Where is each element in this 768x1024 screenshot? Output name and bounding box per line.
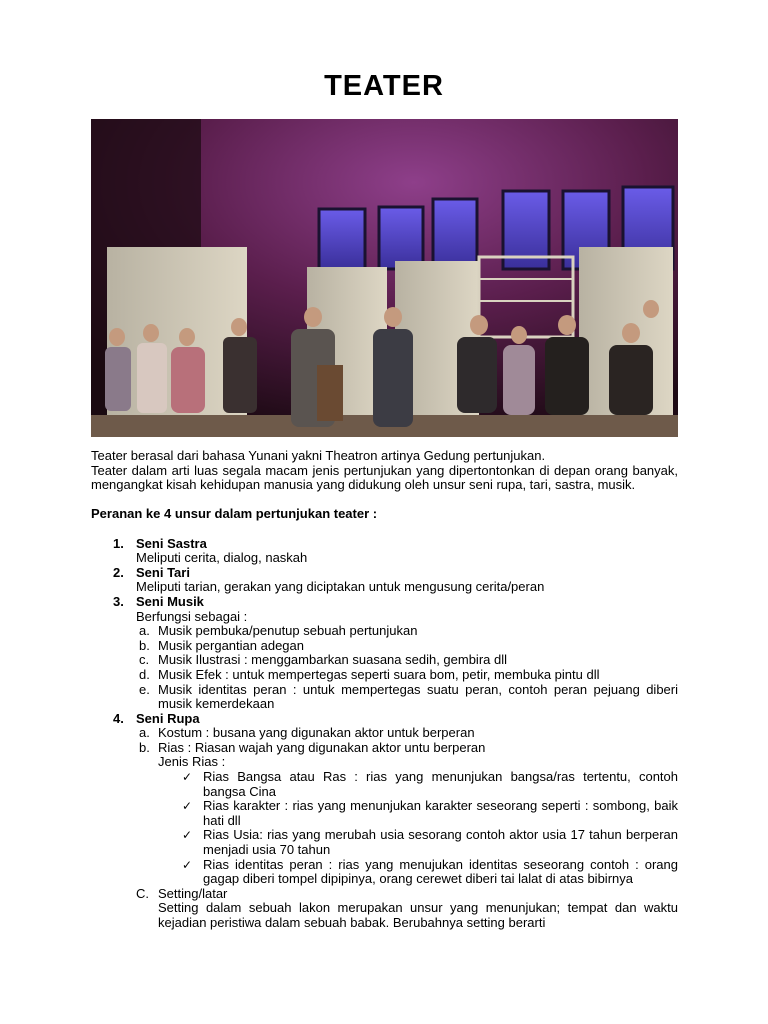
intro-line: Teater berasal dari bahasa Yunani yakni Theatron artinya Gedung pertunjukan.	[91, 448, 546, 463]
list-item-title: Seni Sastra	[136, 535, 207, 551]
page-title: TEATER	[324, 70, 444, 102]
list-item	[91, 566, 678, 581]
list-item-desc: Berfungsi sebagai :	[136, 608, 248, 624]
section-heading: Peranan ke 4 unsur dalam pertunjukan teater :	[91, 506, 378, 522]
check-icon: ✓	[182, 857, 193, 872]
rias-item: ✓ Rias Usia: rias yang merubah usia sesorang contoh aktor usia 17 tahun berperan menjadi usia 70 tahun	[182, 827, 678, 858]
musik-item: b. Musik pergantian adegan	[139, 637, 304, 653]
list-item-title: Seni Rupa	[136, 710, 200, 726]
musik-item: d. Musik Efek : untuk mempertegas seperti suara bom, petir, membuka pintu dll	[139, 666, 600, 682]
setting-item: C. Setting/latar	[136, 885, 228, 901]
rupa-item: a. Kostum : busana yang digunakan aktor untuk berperan	[139, 725, 475, 741]
list-item-title: Seni Tari	[136, 564, 190, 580]
check-icon: ✓	[182, 770, 193, 785]
list-number: 1.	[113, 535, 124, 551]
rias-item: ✓ Rias Bangsa atau Ras : rias yang menunjukan bangsa/ras tertentu, contoh bangsa Cina	[182, 769, 678, 799]
list-number: 4.	[113, 710, 124, 726]
document-body	[91, 449, 678, 931]
list-item	[91, 595, 678, 610]
check-icon: ✓	[182, 799, 193, 814]
rias-item: ✓ Rias identitas peran : rias yang menujukan identitas seseorang contoh : orang gagap diberi tompel dipipinya, orang cerewet diberi tai lalat di atas bibirnya	[182, 856, 678, 887]
list-number: 3.	[113, 593, 124, 609]
rias-item: ✓ Rias karakter : rias yang menunjukan karakter seseorang seperti : sombong, baik hati dll	[182, 798, 678, 828]
list-item-title: Seni Musik	[136, 593, 204, 609]
rupa-item: b. Rias : Riasan wajah yang digunakan aktor untu berperan	[139, 739, 486, 755]
list-item-desc: Meliputi tarian, gerakan yang diciptakan untuk mengusung cerita/peran	[136, 579, 545, 595]
setting-text: Setting dalam sebuah lakon merupakan unsur yang menunjukan; tempat dan waktu kejadian peristiwa dalam sebuah babak. Berubahnya setting berarti	[158, 900, 678, 930]
musik-item: e. Musik identitas peran : untuk mempertegas suatu peran, contoh peran pejuang diberi musik kemerdekaan	[139, 681, 678, 712]
musik-item: a. Musik pembuka/penutup sebuah pertunjukan	[139, 623, 418, 639]
list-item-desc: Meliputi cerita, dialog, naskah	[136, 550, 308, 566]
list-number: 2.	[113, 564, 124, 580]
list-item	[91, 712, 678, 727]
list-item	[91, 537, 678, 552]
check-icon: ✓	[182, 828, 193, 843]
intro-paragraph: Teater dalam arti luas segala macam jenis pertunjukan yang dipertontonkan di depan orang banyak, mengangkat kisah kehidupan manusia yang didukung oleh unsur seni rupa, tari, sastra, musik.	[91, 462, 678, 493]
theater-stage-photo	[91, 119, 678, 437]
jenis-rias-label: Jenis Rias :	[158, 754, 226, 770]
musik-item: c. Musik Ilustrasi : menggambarkan suasana sedih, gembira dll	[139, 652, 508, 668]
